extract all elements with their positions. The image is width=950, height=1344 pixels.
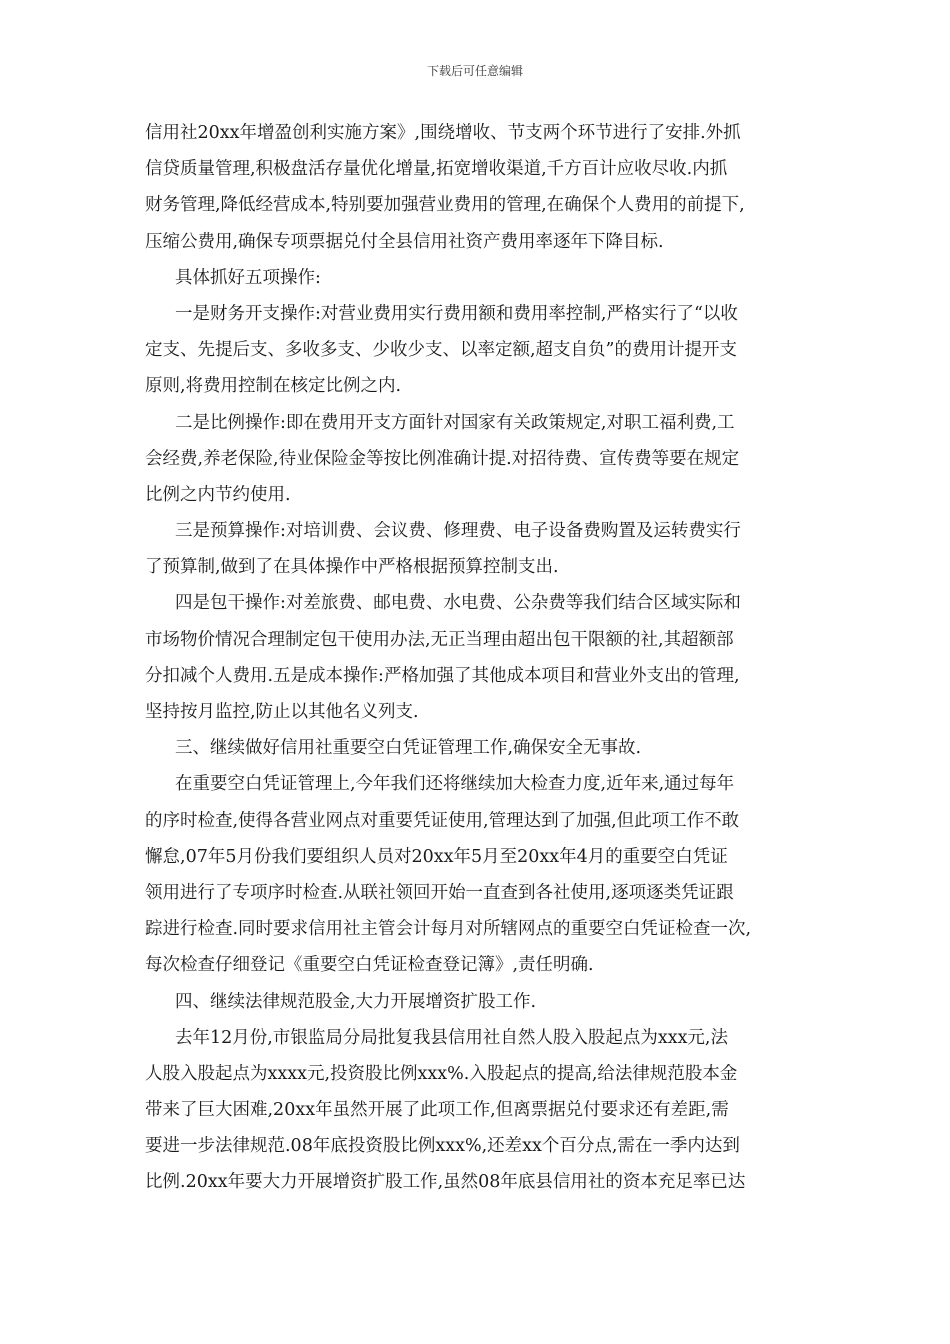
text-line: 人股入股起点为xxxx元,投资股比例xxx%.入股起点的提高,给法律规范股本金	[145, 1063, 738, 1084]
text-line: 去年12月份,市银监局分局批复我县信用社自然人股入股起点为xxx元,法	[175, 1027, 728, 1048]
text-line: 带来了巨大困难,20xx年虽然开展了此项工作,但离票据兑付要求还有差距,需	[145, 1100, 729, 1121]
text-line: 在重要空白凭证管理上,今年我们还将继续加大检查力度,近年来,通过每年	[175, 774, 735, 795]
text-line: 会经费,养老保险,待业保险金等按比例准确计提.对招待费、宣传费等要在规定	[145, 448, 740, 469]
text-line: 四是包干操作:对差旅费、邮电费、水电费、公杂费等我们结合区域实际和	[175, 593, 741, 614]
text-line: 踪进行检查.同时要求信用社主管会计每月对所辖网点的重要空白凭证检查一次,	[145, 919, 752, 940]
text-line: 信用社20xx年增盈创利实施方案》,围绕增收、节支两个环节进行了安排.外抓	[145, 123, 741, 143]
text-line: 分扣减个人费用.五是成本操作:严格加强了其他成本项目和营业外支出的管理,	[145, 665, 740, 686]
text-line: 要进一步法律规范.08年底投资股比例xxx%,还差xx个百分点,需在一季内达到	[145, 1136, 740, 1157]
text-line: 比例之内节约使用.	[145, 484, 291, 505]
text-line: 每次检查仔细登记《重要空白凭证检查登记簿》,责任明确.	[145, 955, 594, 976]
text-line: 一是财务开支操作:对营业费用实行费用额和费用率控制,严格实行了“以收	[175, 303, 738, 324]
text-line: 三是预算操作:对培训费、会议费、修理费、电子设备费购置及运转费实行	[175, 521, 741, 542]
text-line: 四、继续法律规范股金,大力开展增资扩股工作.	[175, 991, 537, 1012]
text-line: 财务管理,降低经营成本,特别要加强营业费用的管理,在确保个人费用的前提下,	[145, 195, 745, 216]
text-line: 领用进行了专项序时检查.从联社领回开始一直查到各社使用,逐项逐类凭证跟	[145, 882, 734, 903]
text-line: 定支、先提后支、多收多支、少收少支、以率定额,超支自负”的费用计提开支	[145, 340, 738, 361]
text-line: 了预算制,做到了在具体操作中严格根据预算控制支出.	[145, 557, 559, 578]
text-line: 懈怠,07年5月份我们要组织人员对20xx年5月至20xx年4月的重要空白凭证	[145, 846, 728, 867]
page-header: 下载后可任意编辑	[426, 64, 523, 78]
text-line: 的序时检查,使得各营业网点对重要凭证使用,管理达到了加强,但此项工作不敢	[145, 810, 740, 831]
text-line: 二是比例操作:即在费用开支方面针对国家有关政策规定,对职工福利费,工	[175, 412, 735, 433]
text-line: 比例.20xx年要大力开展增资扩股工作,虽然08年底县信用社的资本充足率已达	[145, 1172, 746, 1193]
document-body	[145, 115, 810, 1201]
text-line: 压缩公费用,确保专项票据兑付全县信用社资产费用率逐年下降目标.	[145, 231, 664, 252]
text-line: 原则,将费用控制在核定比例之内.	[145, 376, 402, 397]
text-line: 具体抓好五项操作:	[175, 267, 321, 288]
text-line: 市场物价情况合理制定包干使用办法,无正当理由超出包干限额的社,其超额部	[145, 629, 734, 650]
text-line: 坚持按月监控,防止以其他名义列支.	[145, 702, 419, 722]
text-line: 信贷质量管理,积极盘活存量优化增量,拓宽增收渠道,千方百计应收尽收.内抓	[145, 159, 728, 180]
text-line: 三、继续做好信用社重要空白凭证管理工作,确保安全无事故.	[175, 738, 642, 759]
